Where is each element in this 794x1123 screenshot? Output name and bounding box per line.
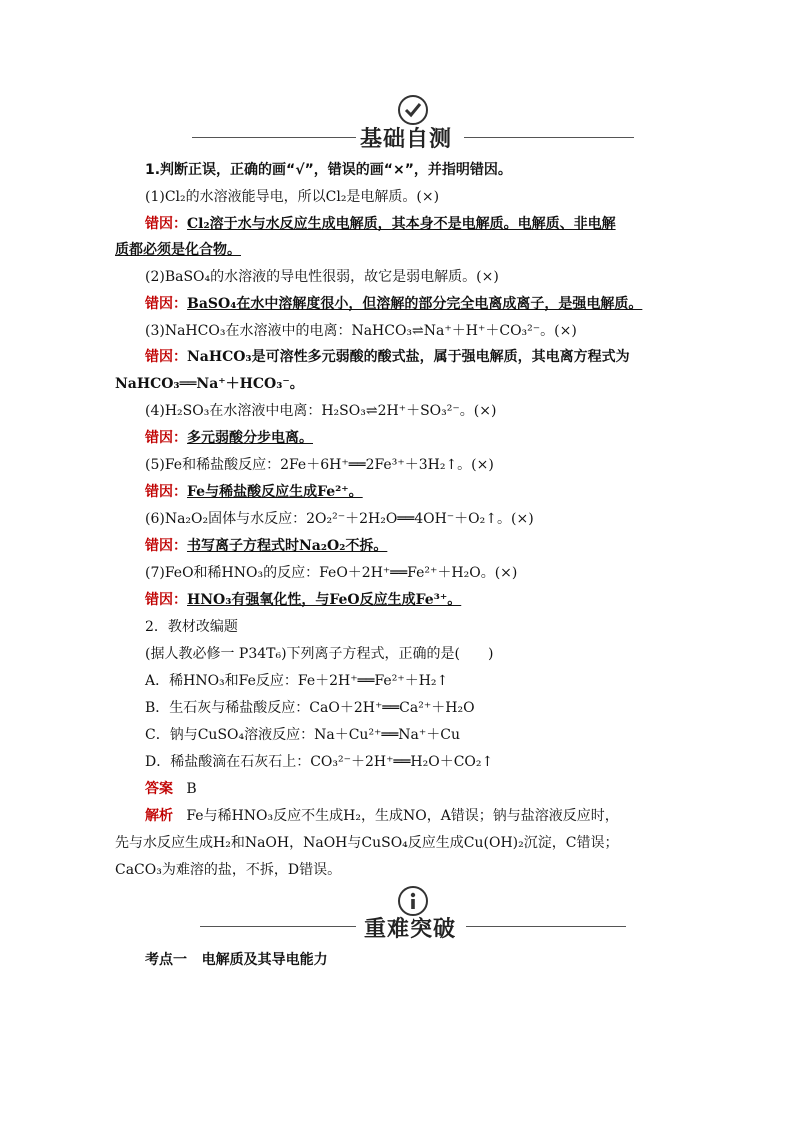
q2-option-a: A．稀HNO₃和Fe反应：Fe＋2H⁺══Fe²⁺＋H₂↑ <box>145 673 449 689</box>
q1-item6-reason: 错因：书写离子方程式时Na₂O₂不拆。 <box>145 538 388 554</box>
q1-item3-reason: 错因：NaHCO₃是可溶性多元弱酸的酸式盐，属于强电解质，其电离方程式为 <box>145 349 630 365</box>
q1-item6-stmt: (6)Na₂O₂固体与水反应：2O₂²⁻＋2H₂O══4OH⁻＋O₂↑。(×) <box>145 511 534 527</box>
q1-item5-stmt: (5)Fe和稀盐酸反应：2Fe＋6H⁺══2Fe³⁺＋3H₂↑。(×) <box>145 457 494 473</box>
q1-intro: 1.判断正误，正确的画“√”，错误的画“×”，并指明错因。 <box>145 162 512 178</box>
q2-option-b: B．生石灰与稀盐酸反应：CaO＋2H⁺══Ca²⁺＋H₂O <box>145 700 475 716</box>
kaodian-heading: 考点一 电解质及其导电能力 <box>145 952 328 968</box>
q1-item4-reason: 错因：多元弱酸分步电离。 <box>145 430 313 446</box>
q1-item2-stmt: (2)BaSO₄的水溶液的导电性很弱，故它是弱电解质。(×) <box>145 269 499 285</box>
section-title-zhongnan: 重难突破 <box>364 917 457 942</box>
header-rule-right <box>464 137 634 138</box>
q1-item7-reason: 错因：HNO₃有强氧化性，与FeO反应生成Fe³⁺。 <box>145 592 462 608</box>
header2-rule-right <box>466 926 626 927</box>
header-rule-left <box>192 137 356 138</box>
q2-option-c: C．钠与CuSO₄溶液反应：Na＋Cu²⁺══Na⁺＋Cu <box>145 727 461 743</box>
q2-stem: (据人教必修一 P34T₆)下列离子方程式，正确的是( ) <box>145 646 494 662</box>
q2-analysis-line3: CaCO₃为难溶的盐，不拆，D错误。 <box>115 862 342 878</box>
section-title-jichu: 基础自测 <box>360 127 453 152</box>
q2-analysis-line2: 先与水反应生成H₂和NaOH，NaOH与CuSO₄反应生成Cu(OH)₂沉淀，C错误； <box>115 835 619 851</box>
q1-item3-reason-cont: NaHCO₃══Na⁺＋HCO₃⁻。 <box>115 376 304 392</box>
q1-item1-stmt: (1)Cl₂的水溶液能导电，所以Cl₂是电解质。(×) <box>145 189 440 205</box>
q1-item4-stmt: (4)H₂SO₃在水溶液中电离：H₂SO₃⇌2H⁺＋SO₃²⁻。(×) <box>145 403 497 419</box>
q1-item3-stmt: (3)NaHCO₃在水溶液中的电离：NaHCO₃⇌Na⁺＋H⁺＋CO₃²⁻。(×) <box>145 323 577 339</box>
q1-item1-reason-cont: 质都必须是化合物。 <box>115 242 241 258</box>
q2-answer: 答案 B <box>145 781 197 797</box>
q1-item2-reason: 错因：BaSO₄在水中溶解度很小，但溶解的部分完全电离成离子，是强电解质。 <box>145 296 643 312</box>
q1-item1-reason: 错因：Cl₂溶于水与水反应生成电解质，其本身不是电解质。电解质、非电解 <box>145 216 616 232</box>
q2-option-d: D．稀盐酸滴在石灰石上：CO₃²⁻＋2H⁺══H₂O＋CO₂↑ <box>145 754 494 770</box>
q1-item5-reason: 错因：Fe与稀盐酸反应生成Fe²⁺。 <box>145 484 363 500</box>
header2-rule-left <box>200 926 356 927</box>
q2-analysis-line1: 解析 Fe与稀HNO₃反应不生成H₂，生成NO，A错误；钠与盐溶液反应时， <box>145 808 619 824</box>
q2-title: 2．教材改编题 <box>145 619 238 635</box>
q1-item7-stmt: (7)FeO和稀HNO₃的反应：FeO＋2H⁺══Fe²⁺＋H₂O。(×) <box>145 565 518 581</box>
checkmark-icon <box>398 95 428 125</box>
